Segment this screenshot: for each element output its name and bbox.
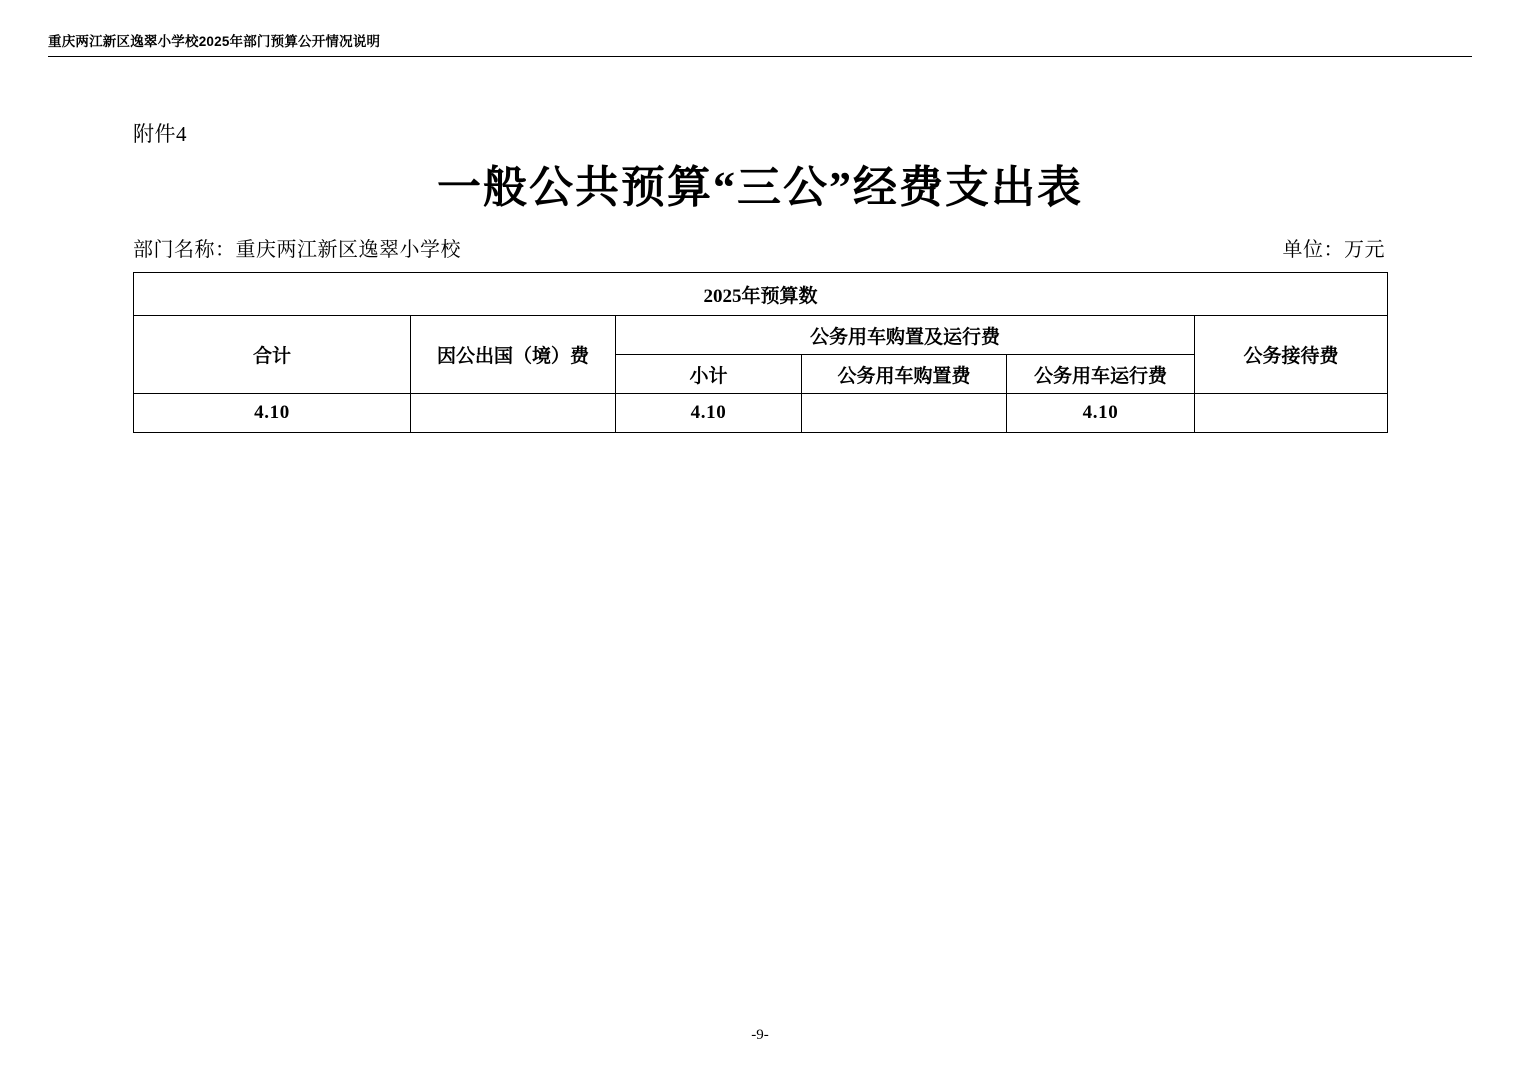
cell-total: 4.10 bbox=[134, 394, 411, 433]
department-name: 部门名称：重庆两江新区逸翠小学校 bbox=[133, 239, 461, 261]
table-caption-cell: 2025年预算数 bbox=[134, 273, 1388, 316]
header-vehicle-subtotal: 小计 bbox=[616, 355, 802, 394]
table-caption-row bbox=[134, 273, 1388, 316]
header-reception: 公务接待费 bbox=[1195, 316, 1388, 394]
cell-vehicle-operation: 4.10 bbox=[1007, 394, 1195, 433]
document-content bbox=[133, 118, 1387, 433]
header-vehicle-operation: 公务用车运行费 bbox=[1007, 355, 1195, 394]
unit-label: 单位：万元 bbox=[1282, 239, 1385, 261]
header-divider bbox=[48, 56, 1472, 57]
header-total: 合计 bbox=[134, 316, 411, 394]
cell-vehicle-purchase bbox=[802, 394, 1007, 433]
header-abroad: 因公出国（境）费 bbox=[411, 316, 616, 394]
budget-table bbox=[133, 272, 1388, 433]
header-vehicle-group: 公务用车购置及运行费 bbox=[616, 316, 1195, 355]
meta-row bbox=[133, 233, 1387, 262]
cell-abroad bbox=[411, 394, 616, 433]
running-header-text: 重庆两江新区逸翠小学校2025年部门预算公开情况说明 bbox=[48, 34, 381, 49]
page-number: -9- bbox=[751, 1027, 769, 1043]
cell-vehicle-subtotal: 4.10 bbox=[616, 394, 802, 433]
cell-reception bbox=[1195, 394, 1388, 433]
table-row bbox=[134, 394, 1388, 433]
header-vehicle-purchase: 公务用车购置费 bbox=[802, 355, 1007, 394]
table-header-row-1 bbox=[134, 316, 1388, 355]
attachment-label: 附件4 bbox=[133, 122, 187, 146]
running-header bbox=[48, 30, 1472, 57]
page-title: 一般公共预算“三公”经费支出表 bbox=[437, 163, 1083, 212]
